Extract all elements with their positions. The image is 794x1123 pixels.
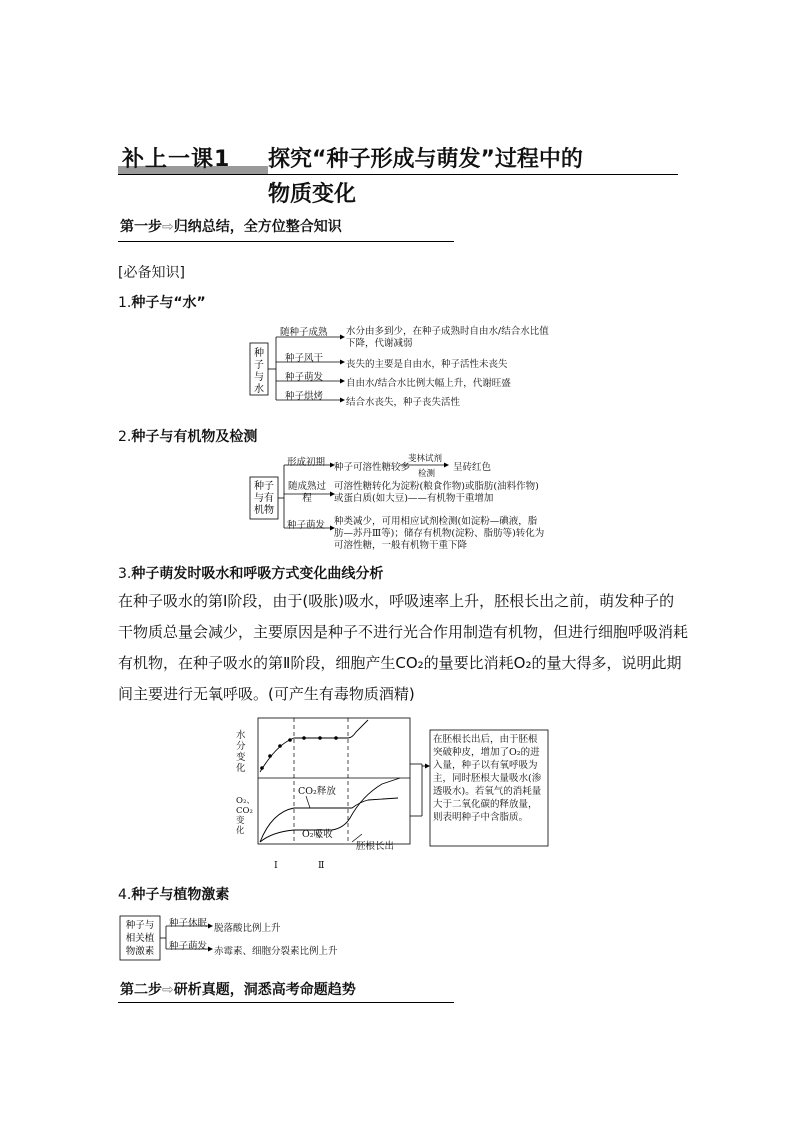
hormone-branch-text-2: 赤霉素、细胞分裂素比例上升 [214, 946, 338, 957]
section2-heading [118, 426, 257, 446]
water-branch-text-1: 水分由多到少，在种子成熟时自由水/结合水比值下降，代谢减弱 [346, 326, 549, 349]
water-curve-points [260, 736, 338, 770]
svg-text:机物: 机物 [254, 505, 274, 516]
step1-heading [120, 216, 342, 236]
page-title: 探究“种子形成与萌发”过程中的 [268, 147, 583, 172]
organic-branch-label-1: 形成初期 [287, 457, 326, 468]
water-curve [260, 720, 368, 772]
section1-title: 种子与“水” [131, 295, 206, 311]
arrow-right-icon: ⇨ [162, 219, 174, 235]
svg-text:与有: 与有 [254, 493, 274, 504]
water-root-text-3: 与 [254, 372, 264, 383]
bottom-y-axis-label: O₂、CO₂变化 [236, 796, 255, 836]
water-branch-label-3: 种子萌发 [285, 372, 324, 383]
page-title-line2: 物质变化 [268, 182, 357, 207]
section3-heading [118, 563, 383, 583]
step2-rule [118, 1002, 454, 1003]
organic-branch-label-2: 随成熟过程 [287, 481, 326, 504]
section4-title: 种子与植物激素 [131, 887, 230, 903]
section3-title: 种子萌发时吸水和呼吸方式变化曲线分析 [131, 566, 384, 582]
water-branch-text-4: 结合水丧失，种子丧失活性 [346, 397, 461, 408]
hormone-branch-label-2: 种子萌发 [169, 941, 208, 952]
water-branch-label-2: 种子风干 [285, 353, 324, 364]
fehling-reagent-label: 斐林试剂 [408, 454, 443, 464]
o2-absorb-label: O₂吸收 [302, 829, 333, 840]
svg-text:相关植: 相关植 [125, 933, 155, 944]
organic-branch-label-3: 种子萌发 [287, 520, 326, 531]
organic-branch-text-3: 种类减少，可用相应试剂检测(如淀粉—碘液，脂肪—苏丹Ⅲ等)；储存有机物(淀粉、脂肪等)转化为可溶性糖，一般有机物干重下降 [334, 516, 545, 551]
svg-text:种子: 种子 [254, 481, 274, 492]
hormone-branch-text-1: 脱落酸比例上升 [214, 923, 281, 934]
chart-frame [258, 718, 410, 844]
organic-branch-text-1: 种子可溶性糖较多 [334, 462, 411, 473]
section2-title: 种子与有机物及检测 [131, 429, 258, 445]
co2-release-label: CO₂释放 [298, 786, 336, 797]
water-branch-label-4: 种子烘烤 [285, 391, 324, 402]
step2-heading [120, 979, 356, 999]
hormone-branch-label-1: 种子休眠 [169, 918, 208, 929]
step1-text: 归纳总结，全方位整合知识 [173, 219, 342, 235]
organic-branch-text-2: 可溶性糖转化为淀粉(粮食作物)或脂肪(油料作物)或蛋白质(如大豆)——有机物干重增加 [334, 481, 539, 504]
section1-number: 1. [118, 295, 132, 311]
stage-1-label: Ⅰ [274, 860, 278, 871]
svg-text:物激素: 物激素 [125, 946, 155, 957]
required-knowledge-label: [必备知识] [118, 265, 185, 281]
water-branch-text-2: 丧失的主要是自由水，种子活性未丧失 [346, 359, 508, 370]
step2-text: 研析真题，洞悉高考命题趋势 [173, 982, 356, 998]
step1-prefix: 第一步 [120, 219, 162, 235]
step1-rule [118, 241, 454, 242]
section3-number: 3. [118, 566, 132, 582]
lesson-number: 补上一课1 [122, 147, 231, 172]
svg-text:种子与: 种子与 [125, 920, 155, 931]
section4-number: 4. [118, 887, 132, 903]
section4-heading [118, 884, 229, 904]
organic-branch-result-1: 呈砖红色 [453, 462, 492, 473]
arrow-right-icon: ⇨ [162, 982, 174, 998]
top-y-axis-label: 水分变化 [236, 730, 246, 774]
section2-number: 2. [118, 429, 132, 445]
chart-note-text: 在胚根长出后，由于胚根突破种皮，增加了O₂的进入量，种子以有氧呼吸为主，同时胚根大量吸水(渗透吸水)。若氧气的消耗量大于二氧化碳的释放量，则表明种子中含脂质。 [433, 734, 542, 823]
water-root-text-1: 种 [254, 348, 264, 359]
water-branch-text-3: 自由水/结合水比例大幅上升，代谢旺盛 [346, 378, 511, 389]
title-underline-rule [118, 174, 678, 175]
water-root-text-4: 水 [254, 384, 264, 395]
radicle-label: 胚根长出 [356, 841, 395, 852]
water-branch-label-1: 随种子成熟 [280, 327, 328, 338]
fehling-detect-label: 检测 [418, 469, 436, 479]
water-root-text-2: 子 [254, 360, 264, 371]
step2-prefix: 第二步 [120, 982, 162, 998]
stage-2-label: Ⅱ [318, 860, 325, 871]
section1-heading [118, 292, 206, 312]
section3-paragraph: 在种子吸水的第Ⅰ阶段，由于(吸胀)吸水，呼吸速率上升，胚根长出之前，萌发种子的干物质总量会减少，主要原因是种子不进行光合作用制造有机物，但进行细胞呼吸消耗有机物，在种子吸水的第Ⅱ阶段，细胞产生CO₂的量要比消耗O₂的量大得多，说明此期间主要进行无氧呼吸。(可产生有毒物质酒精) [118, 592, 689, 703]
